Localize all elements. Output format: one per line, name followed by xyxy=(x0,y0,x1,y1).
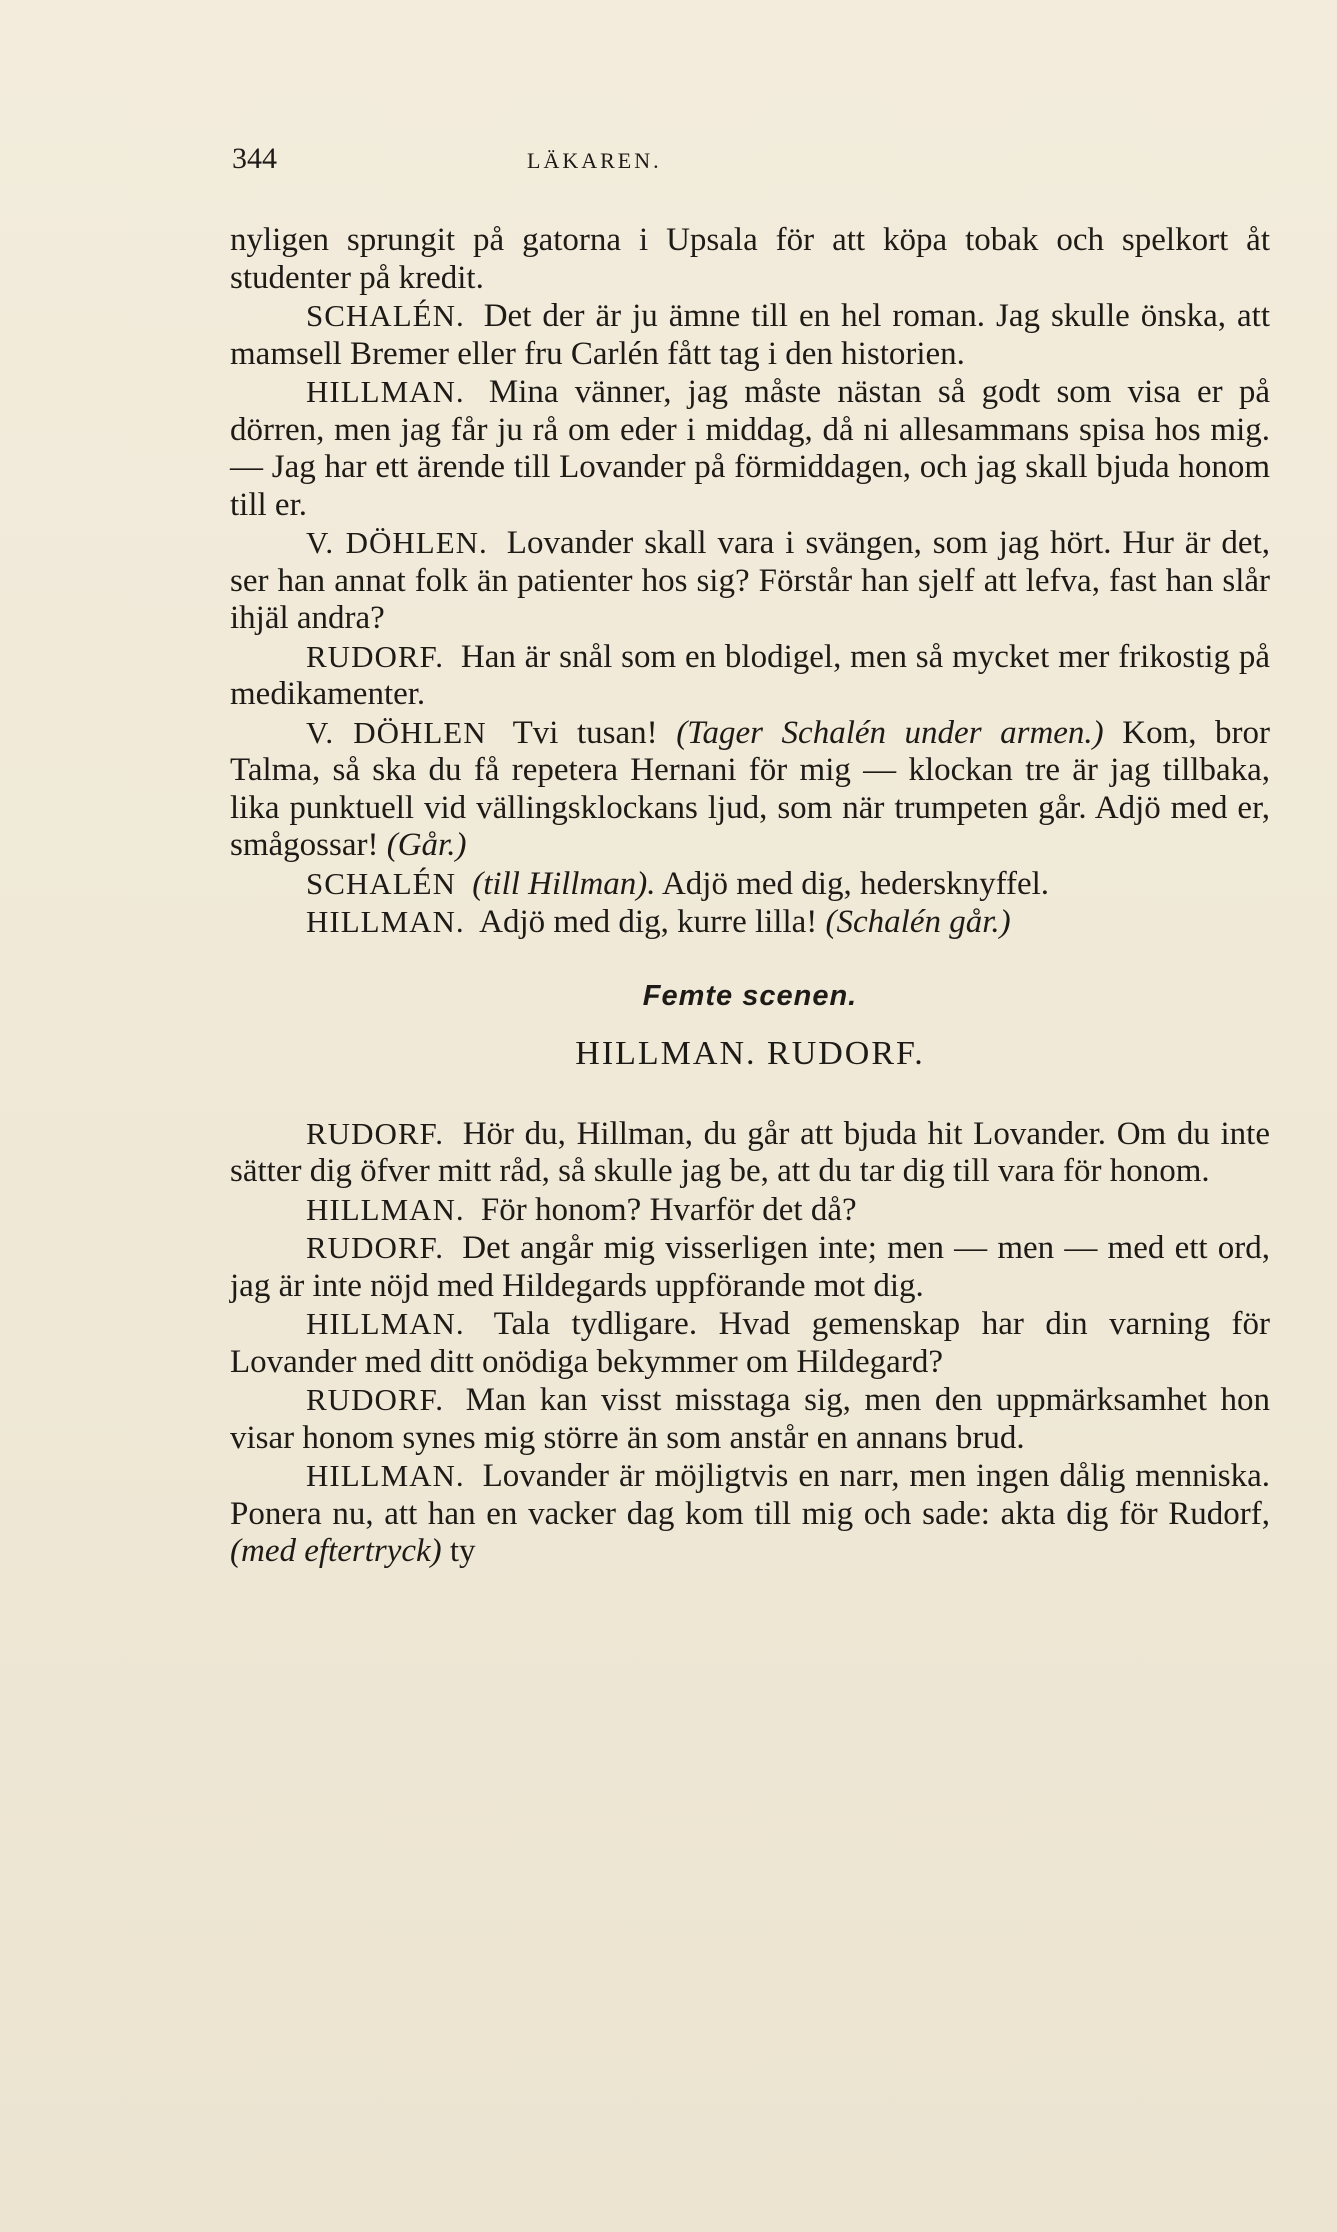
dialog-text: Det der är ju ämne till en hel roman. Jag skulle önska, att mamsell Bremer eller fru Carlén fått tag i den historien. xyxy=(230,298,1271,372)
dialog-text: Kom, bror Talma, så ska du få repetera Hernani för mig — klockan tre är jag tillbaka, lika punktuell vid vällingsklockans ljud, som när trumpeten går. Adjö med er, smågossar! xyxy=(230,714,1271,863)
dialog-text: Adjö med dig, kurre lilla! xyxy=(479,904,818,940)
dialog-line-hillman xyxy=(230,1305,1270,1381)
dialog-line-schalen-farewell xyxy=(230,865,1270,904)
paragraph-text: nyligen sprungit på gatorna i Upsala för att köpa tobak och spelkort åt studenter på kredit. xyxy=(230,222,1270,296)
dialog-text: Det angår mig visserligen inte; men — men — med ett ord, jag är inte nöjd med Hildegards uppförande mot dig. xyxy=(230,1230,1271,1304)
dialog-text: Adjö med dig, hedersknyffel. xyxy=(661,865,1050,902)
dialog-text: ty xyxy=(449,1533,476,1569)
speaker-name: RUDORF. xyxy=(306,1115,445,1151)
speaker-name: HILLMAN. xyxy=(306,374,465,409)
dialog-text: Hör du, Hillman, du går att bjuda hit Lovander. Om du inte sätter dig öfver mitt råd, så skulle jag be, att du tar dig till vara för honom. xyxy=(230,1115,1270,1189)
dialog-line-rudorf xyxy=(230,638,1270,714)
scene-title: Femte scenen. xyxy=(642,979,858,1012)
speaker-name: SCHALÉN. xyxy=(306,298,465,333)
stage-direction: (Schalén går.) xyxy=(825,904,1011,940)
dialog-line-rudorf xyxy=(230,1381,1270,1457)
speaker-name: HILLMAN. xyxy=(306,1458,465,1493)
stage-direction: (Går.) xyxy=(386,827,467,863)
stage-direction: (till Hillman). xyxy=(472,865,656,902)
dialog-text: Han är snål som en blodigel, men så mycket mer frikostig på medikamenter. xyxy=(230,638,1271,712)
dialog-line-hillman-farewell xyxy=(230,903,1270,942)
dialog-line-rudorf xyxy=(230,1229,1270,1305)
dialog-line-schalen xyxy=(230,297,1270,373)
dialog-text: Man kan visst misstaga sig, men den uppmärksamhet hon visar honom synes mig större än som anstår en annans brud. xyxy=(230,1382,1270,1456)
speaker-name: SCHALÉN xyxy=(306,865,456,901)
dialog-line-dohlen-exit xyxy=(230,714,1270,865)
speaker-name: RUDORF. xyxy=(306,638,445,674)
page-number: 344 xyxy=(232,142,277,175)
speaker-name: RUDORF. xyxy=(306,1230,445,1265)
speaker-name: HILLMAN. xyxy=(306,904,465,939)
dialog-line-hillman xyxy=(230,1191,1270,1230)
dialog-text: Lovander är möjligtvis en narr, men ingen dålig menniska. Ponera nu, att han en vacker dag kom till mig och sade: akta dig för Rudorf, xyxy=(230,1458,1270,1532)
paragraph-continuation xyxy=(230,222,1270,297)
speaker-name: V. DÖHLEN xyxy=(306,714,487,750)
speaker-name: HILLMAN. xyxy=(306,1306,465,1341)
stage-direction: (med eftertryck) xyxy=(230,1533,442,1569)
page-body xyxy=(230,222,1270,1571)
dialog-line-rudorf xyxy=(230,1115,1270,1191)
dialog-text: Tala tydligare. Hvad gemenskap har din varning för Lovander med ditt onödiga bekymmer om Hildegard? xyxy=(230,1306,1271,1380)
stage-direction: (Tager Schalén under armen.) xyxy=(676,714,1104,751)
speaker-name: V. DÖHLEN. xyxy=(306,525,488,560)
dialog-line-hillman xyxy=(230,1457,1270,1571)
speaker-name: RUDORF. xyxy=(306,1382,445,1417)
dialog-text: Lovander skall vara i svängen, som jag hört. Hur är det, ser han annat folk än patienter hos sig? Förstår han sjelf att lefva, fast han slår ihjäl andra? xyxy=(230,525,1270,636)
page-header xyxy=(232,142,1262,192)
dialog-line-hillman xyxy=(230,373,1270,524)
dialog-line-dohlen xyxy=(230,524,1270,638)
dialog-text: Tvi tusan! xyxy=(512,714,658,751)
dialog-text: För honom? Hvarför det då? xyxy=(480,1191,857,1228)
running-title: LÄKAREN. xyxy=(527,148,662,173)
scene-characters: HILLMAN. RUDORF. xyxy=(575,1035,925,1072)
speaker-name: HILLMAN. xyxy=(306,1191,465,1227)
dialog-text: Mina vänner, jag måste nästan så godt som visa er på dörren, men jag får ju rå om eder i middag, då ni allesammans spisa hos mig. — Jag har ett ärende till Lovander på förmiddagen, och jag skall bjuda honom till er. xyxy=(230,374,1271,523)
